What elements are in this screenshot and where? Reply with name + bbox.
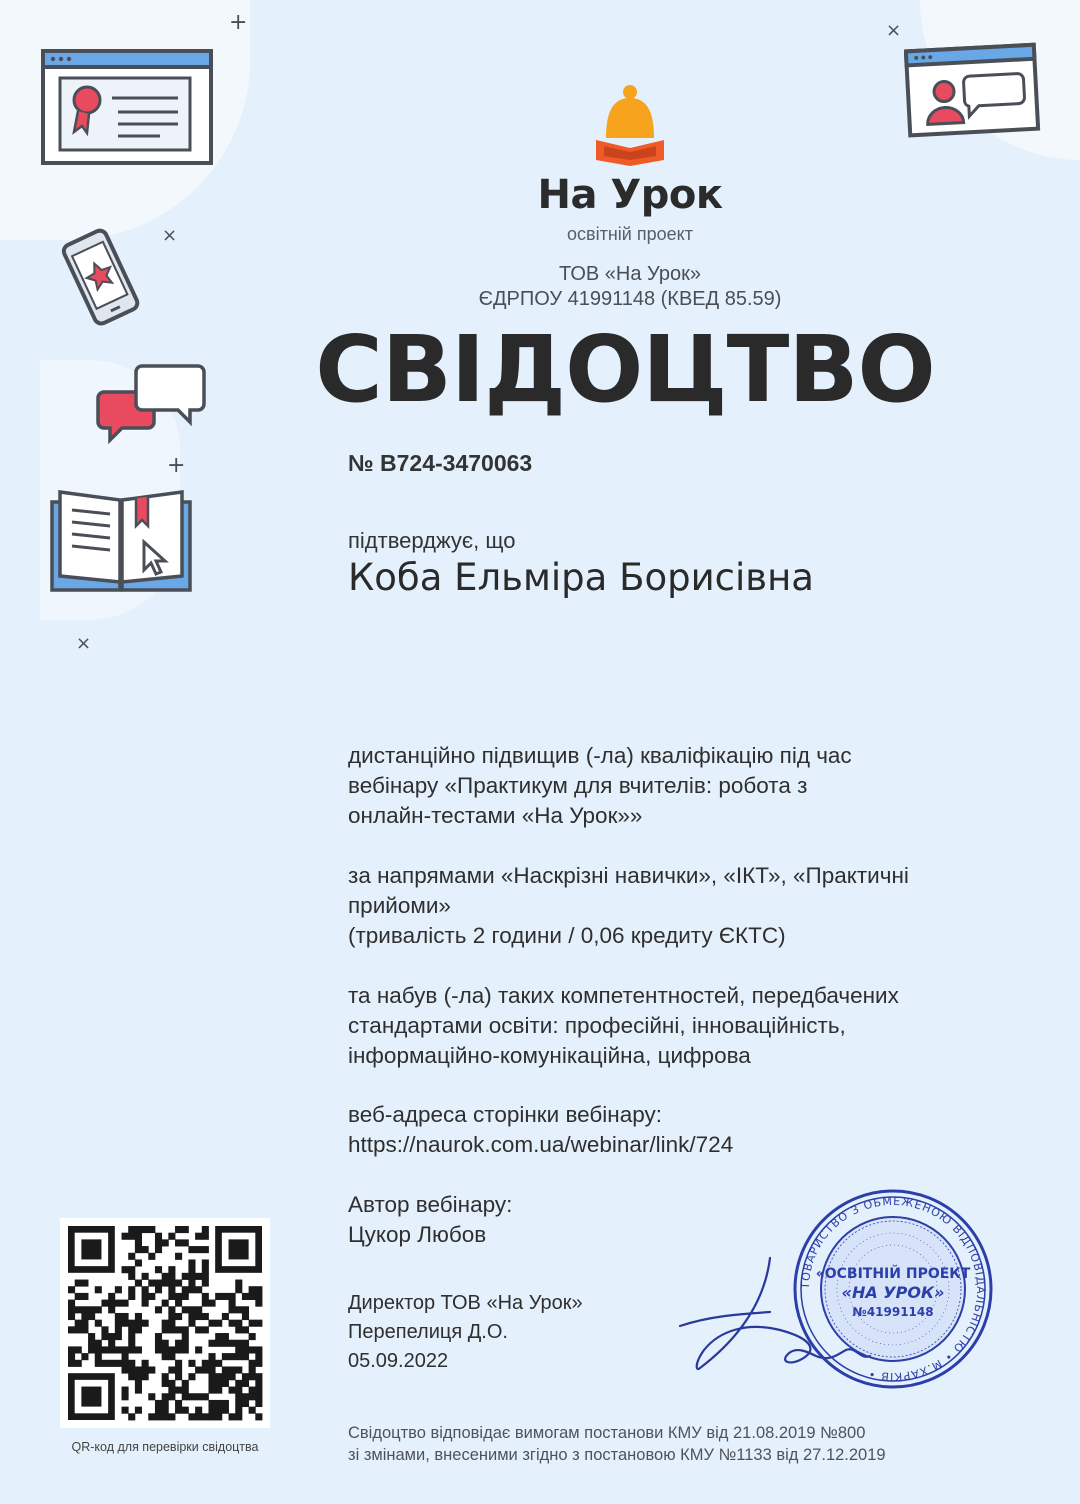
director-name: Перепелиця Д.О. (348, 1321, 508, 1343)
certificate-number: № B724-3470063 (348, 450, 533, 476)
open-book-icon (48, 486, 194, 598)
stamp-ring-text: ТОВАРИСТВО З ОБМЕЖЕНОЮ ВІДПОВІДАЛЬНІСТЮ • М.ХАРКІВ • (798, 1194, 988, 1384)
stamp-line-2: «НА УРОК» (841, 1283, 945, 1302)
organization-registry: ЄДРПОУ 41991148 (КВЕД 85.59) (478, 288, 782, 310)
brand-tagline: освітній проект (567, 224, 693, 244)
stamp-line-1: «ОСВІТНІЙ ПРОЕКТ (815, 1266, 971, 1282)
phone-star-icon (56, 226, 146, 330)
qr-code-image (60, 1218, 270, 1428)
author-name: Цукор Любов (348, 1222, 487, 1247)
recipient-name: Коба Ельміра Борисівна (348, 556, 814, 599)
qualification-paragraph (348, 741, 968, 831)
text-line: онлайн-тестами «На Урок»» (348, 803, 643, 828)
footer-line: Свідоцтво відповідає вимогам постанови КМУ від 21.08.2019 №800 (348, 1424, 866, 1442)
text-line: (тривалість 2 години / 0,06 кредиту ЄКТС) (348, 923, 786, 948)
certificate-title: СВІДОЦТВО (315, 316, 935, 423)
author-label: Автор вебінару: (348, 1192, 513, 1217)
video-chat-window-icon (904, 42, 1042, 138)
bell-logo-icon (540, 82, 720, 172)
qr-code[interactable] (60, 1218, 270, 1428)
directions-paragraph (348, 861, 968, 951)
brand-name: На Урок (537, 172, 723, 218)
text-line: за напрямами «Наскрізні навички», «ІКТ», «Практичні (348, 863, 909, 888)
plus-icon: + (167, 453, 186, 478)
text-line: прийоми» (348, 893, 451, 918)
organization-info (380, 262, 880, 312)
text-line: та набув (-ла) таких компетентностей, передбачених (348, 983, 899, 1008)
confirms-text: підтверджує, що (348, 528, 516, 553)
text-line: інформаційно-комунікаційна, цифрова (348, 1043, 751, 1068)
competencies-paragraph (348, 981, 968, 1071)
plus-icon: + (229, 10, 248, 35)
certificate-window-icon (40, 48, 216, 168)
text-line: дистанційно підвищив (-ла) кваліфікацію під час (348, 743, 852, 768)
footer-line: зі змінами, внесеними згідно з постановою КМУ №1133 від 27.12.2019 (348, 1446, 886, 1464)
director-label: Директор ТОВ «На Урок» (348, 1292, 583, 1314)
close-icon: × (162, 225, 178, 246)
legal-footer (348, 1422, 886, 1466)
close-icon: × (76, 633, 92, 654)
stamp-line-3: №41991148 (852, 1305, 934, 1319)
webinar-page-block (348, 1100, 968, 1160)
close-icon: × (886, 20, 902, 41)
issue-date: 05.09.2022 (348, 1350, 449, 1372)
organization-stamp (792, 1188, 994, 1390)
webinar-page-label: веб-адреса сторінки вебінару: (348, 1102, 662, 1127)
text-line: стандартами освіти: професійні, інноваційність, (348, 1013, 846, 1038)
webinar-url[interactable]: https://naurok.com.ua/webinar/link/724 (348, 1132, 734, 1157)
qr-caption: QR-код для перевірки свідоцтва (71, 1440, 259, 1454)
organization-name: ТОВ «На Урок» (559, 263, 701, 285)
text-line: вебінару «Практикум для вчителів: робота з (348, 773, 808, 798)
chat-bubbles-icon (96, 362, 208, 446)
